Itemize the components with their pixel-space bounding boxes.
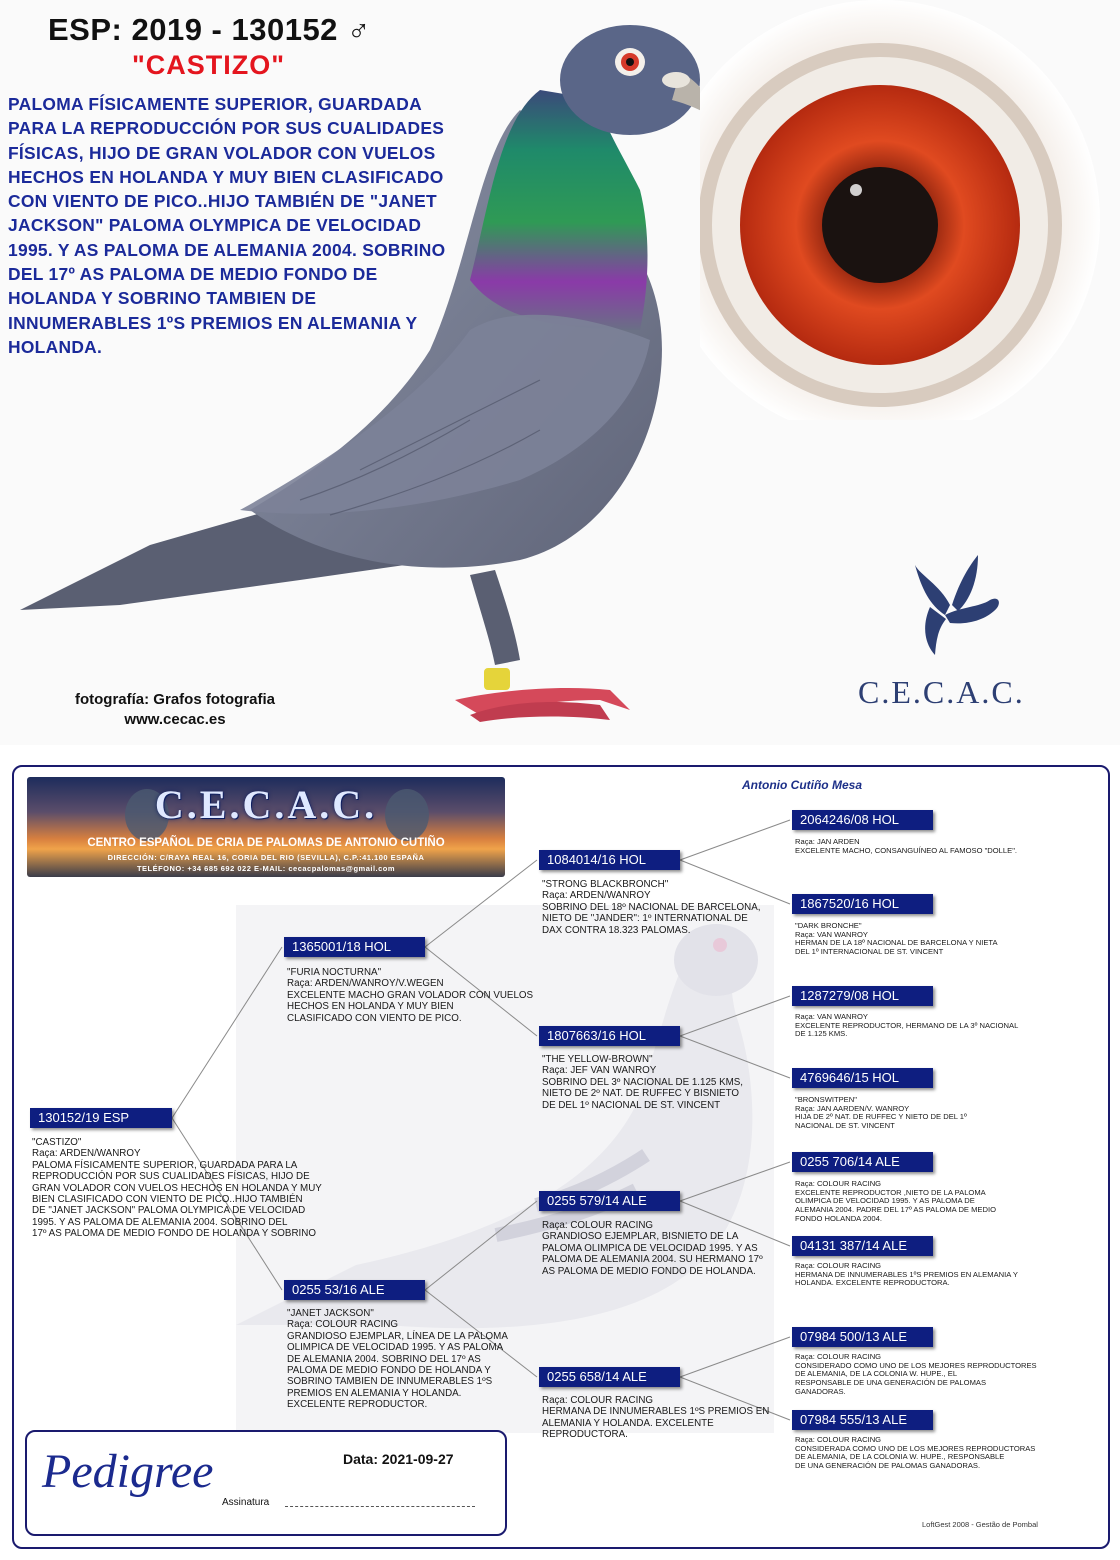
ddd-info xyxy=(795,1436,1095,1471)
sire-sire-name: "STRONG BLACKBRONCH" xyxy=(542,879,669,890)
sire-sire-breed: Raça: ARDEN/WANROY xyxy=(542,890,651,902)
software-credit: LoftGest 2008 - Gestão de Pombal xyxy=(922,1520,1038,1529)
dam-sire-note: PALOMA OLIMPICA DE VELOCIDAD 1995. Y AS xyxy=(542,1242,758,1254)
dam-name: "JANET JACKSON" xyxy=(287,1308,374,1319)
ssd-ring[interactable]: 1867520/16 HOL xyxy=(792,894,933,914)
dam-note: PALOMA DE MEDIO FONDO DE HOLANDA Y xyxy=(287,1365,491,1377)
sss-breed: Raça: JAN ARDEN xyxy=(795,837,860,846)
dss-note: FONDO HOLANDA 2004. xyxy=(795,1213,882,1223)
sds-info xyxy=(795,1013,1095,1039)
dam-sire-note: AS PALOMA DE MEDIO FONDO DE HOLANDA. xyxy=(542,1265,756,1277)
sire-note: CLASIFICADO CON VIENTO DE PICO. xyxy=(287,1012,462,1024)
dam-dam-breed: Raça: COLOUR RACING xyxy=(542,1395,654,1406)
pedigree-date: Data: 2021-09-27 xyxy=(343,1451,454,1467)
dsd-breed: Raça: COLOUR RACING xyxy=(795,1261,882,1270)
dds-ring[interactable]: 07984 500/13 ALE xyxy=(792,1327,933,1347)
sdd-breed: Raça: JAN AARDEN/V. WANROY xyxy=(795,1103,910,1113)
dam-dam-note: REPRODUCTORA. xyxy=(542,1429,628,1441)
subject-note: 1995. Y AS PALOMA DE ALEMANIA 2004. SOBRINO DEL xyxy=(32,1216,288,1228)
dss-note: ALEMANIA 2004. PADRE DEL 17º AS PALOMA DE MEDIO xyxy=(795,1205,996,1215)
banner-contact: TELÉFONO: +34 685 692 022 E-MAIL: cecacpalomas@gmail.com xyxy=(136,864,396,873)
sire-dam-note: DE DEL 1º NACIONAL DE ST. VINCENT xyxy=(542,1099,721,1111)
ddd-note: DE ALEMANIA, DE LA COLONIA W. HUPE., RESPONSABLE xyxy=(795,1452,1005,1462)
dsd-note: HERMANA DE INNUMERABLES 1ºS PREMIOS EN ALEMANIA Y xyxy=(795,1269,1018,1279)
sss-info xyxy=(795,838,1095,855)
sds-ring[interactable]: 1287279/08 HOL xyxy=(792,986,933,1006)
sdd-info xyxy=(795,1096,1095,1131)
banner-address: DIRECCIÓN: C/RAYA REAL 16, CORIA DEL RIO (SEVILLA), C.P.:41.100 ESPAÑA xyxy=(107,853,425,862)
sire-sire-info xyxy=(542,879,772,936)
dam-sire-info xyxy=(542,1220,772,1277)
bird-name: "CASTIZO" xyxy=(132,50,286,80)
bird-description: PALOMA FÍSICAMENTE SUPERIOR, GUARDADA PARA LA REPRODUCCIÓN POR SUS CUALIDADES FÍSICAS, HIJO DE GRAN VOLADOR CON VUELOS HECHOS EN HOLANDA Y MUY BIEN CLASIFICADO CON VIENTO DE PICO..HIJO TAMBIÉN DE "JANET JACKSON" PALOMA OLYMPICA DE VELOCIDAD 1995. Y AS PALOMA DE ALEMANIA 2004. SOBRINO DEL 17º AS PALOMA DE MEDIO FONDO DE HOLANDA Y SOBRINO TAMBIEN DE INNUMERABLES 1ºS PREMIOS EN ALEMANIA Y HOLANDA. xyxy=(8,94,446,357)
signature-label: Assinatura xyxy=(222,1497,270,1508)
banner-subtitle: CENTRO ESPAÑOL DE CRIA DE PALOMAS DE ANTONIO CUTIÑO xyxy=(87,837,445,849)
dam-sire-ring[interactable]: 0255 579/14 ALE xyxy=(539,1191,680,1211)
breeder-name: Antonio Cutiño Mesa xyxy=(742,778,862,792)
dsd-note: HOLANDA. EXCELENTE REPRODUCTORA. xyxy=(795,1278,950,1288)
sire-sire-ring[interactable]: 1084014/16 HOL xyxy=(539,850,680,870)
dam-dam-ring[interactable]: 0255 658/14 ALE xyxy=(539,1367,680,1387)
ssd-breed: Raça: VAN WANROY xyxy=(795,929,868,939)
dam-breed: Raça: COLOUR RACING xyxy=(287,1319,399,1331)
sds-note: DE 1.125 KMS. xyxy=(795,1029,848,1039)
dds-note: CONSIDERADO COMO UNO DE LOS MEJORES REPRODUCTORES xyxy=(795,1360,1037,1370)
subject-note: 17º AS PALOMA DE MEDIO FONDO DE HOLANDA Y SOBRINO xyxy=(32,1228,316,1240)
dam-note: EXCELENTE REPRODUCTOR. xyxy=(287,1399,428,1411)
dds-breed: Raça: COLOUR RACING xyxy=(795,1352,882,1361)
subject-note: REPRODUCCIÓN POR SUS CUALIDADES FÍSICAS, HIJO DE xyxy=(32,1171,310,1183)
sire-sire-note: DAX CONTRA 18.323 PALOMAS. xyxy=(542,924,691,936)
sire-info xyxy=(287,967,537,1024)
ssd-note: DEL 1º INTERNACIONAL DE ST. VINCENT xyxy=(795,947,944,957)
subject-name: "CASTIZO" xyxy=(32,1137,82,1148)
ddd-breed: Raça: COLOUR RACING xyxy=(795,1435,882,1444)
subject-note: BIEN CLASIFICADO CON VIENTO DE PICO..HIJO TAMBIÉN xyxy=(32,1194,303,1206)
pedigree-heading: Pedigree xyxy=(42,1445,214,1498)
signature-line[interactable] xyxy=(285,1506,475,1507)
dss-breed: Raça: COLOUR RACING xyxy=(795,1179,882,1188)
dss-info xyxy=(795,1180,1095,1224)
dam-note: SOBRINO TAMBIEN DE INNUMERABLES 1ºS xyxy=(287,1376,493,1388)
dam-note: GRANDIOSO EJEMPLAR, LÍNEA DE LA PALOMA xyxy=(287,1330,508,1342)
dsd-ring[interactable]: 04131 387/14 ALE xyxy=(792,1236,933,1256)
sire-sire-note: NIETO DE "JANDER": 1º INTERNATIONAL DE xyxy=(542,913,748,925)
dam-sire-breed: Raça: COLOUR RACING xyxy=(542,1220,654,1231)
subject-note: PALOMA FÍSICAMENTE SUPERIOR, GUARDADA PARA LA xyxy=(32,1159,298,1171)
sdd-note: NACIONAL DE ST. VINCENT xyxy=(795,1121,895,1131)
dam-sire-note: PALOMA DE ALEMANIA 2004. SU HERMANO 17º xyxy=(542,1254,763,1266)
sire-dam-ring[interactable]: 1807663/16 HOL xyxy=(539,1026,680,1046)
sire-sire-note: SOBRINO DEL 18º NACIONAL DE BARCELONA, xyxy=(542,901,761,913)
subject-ring[interactable]: 130152/19 ESP xyxy=(30,1108,172,1128)
sdd-note: HIJA DE 2º NAT. DE RUFFEC Y NIETO DE DEL 1º xyxy=(795,1112,967,1122)
sire-dam-name: "THE YELLOW-BROWN" xyxy=(542,1054,653,1065)
subject-breed: Raça: ARDEN/WANROY xyxy=(32,1148,141,1160)
dam-note: PREMIOS EN ALEMANIA Y HOLANDA. xyxy=(287,1387,462,1399)
ring-title: ESP: 2019 - 130152 ♂ xyxy=(48,12,371,47)
sire-dam-info xyxy=(542,1054,772,1111)
dam-dam-note: HERMANA DE INNUMERABLES 1ºS PREMIOS EN xyxy=(542,1406,770,1418)
dam-ring[interactable]: 0255 53/16 ALE xyxy=(284,1280,425,1300)
dam-dam-note: ALEMANIA Y HOLANDA. EXCELENTE xyxy=(542,1417,714,1429)
dds-info xyxy=(795,1353,1095,1397)
dds-note: DE ALEMANIA, DE LA COLONIA W. HUPE., EL xyxy=(795,1369,958,1379)
sire-dam-breed: Raça: JEF VAN WANROY xyxy=(542,1065,657,1077)
dss-ring[interactable]: 0255 706/14 ALE xyxy=(792,1152,933,1172)
sss-note: EXCELENTE MACHO, CONSANGUÍNEO AL FAMOSO "DOLLE". xyxy=(795,845,1018,855)
ssd-info xyxy=(795,922,1095,957)
subject-info xyxy=(32,1137,377,1240)
sire-breed: Raça: ARDEN/WANROY/V.WEGEN xyxy=(287,978,444,990)
sire-ring[interactable]: 1365001/18 HOL xyxy=(284,937,425,957)
banner-title: C.E.C.A.C. xyxy=(154,782,378,827)
sds-breed: Raça: VAN WANROY xyxy=(795,1012,868,1021)
dss-note: EXCELENTE REPRODUCTOR ,NIETO DE LA PALOMA xyxy=(795,1187,986,1197)
dam-info xyxy=(287,1308,517,1411)
dds-note: GANADORAS. xyxy=(795,1386,846,1396)
dam-note: OLIMPICA DE VELOCIDAD 1995. Y AS PALOMA xyxy=(287,1342,504,1354)
dam-dam-info xyxy=(542,1395,777,1441)
sdd-name: "BRONSWITPEN" xyxy=(795,1095,857,1104)
sire-name: "FURIA NOCTURNA" xyxy=(287,967,382,978)
dds-note: RESPONSABLE DE UNA GENERACIÓN DE PALOMAS xyxy=(795,1378,987,1388)
sdd-ring[interactable]: 4769646/15 HOL xyxy=(792,1068,933,1088)
subject-note: GRAN VOLADOR CON VUELOS HECHOS EN HOLANDA Y MUY xyxy=(32,1182,322,1194)
ddd-ring[interactable]: 07984 555/13 ALE xyxy=(792,1410,933,1430)
website-link[interactable]: www.cecac.es xyxy=(124,711,226,728)
sire-dam-note: SOBRINO DEL 3º NACIONAL DE 1.125 KMS, xyxy=(542,1076,744,1088)
dsd-info xyxy=(795,1262,1095,1288)
photo-credit-line: fotografía: Grafos fotografia xyxy=(74,691,275,708)
sire-note: HECHOS EN HOLANDA Y MUY BIEN xyxy=(287,1001,454,1013)
ssd-note: HERMAN DE LA 18º NACIONAL DE BARCELONA Y NIETA xyxy=(795,938,998,948)
ssd-name: "DARK BRONCHE" xyxy=(795,921,862,930)
sire-dam-note: NIETO DE 2º NAT. DE RUFFEC Y BISNIETO xyxy=(542,1088,740,1100)
dam-note: DE ALEMANIA 2004. SOBRINO DEL 17º AS xyxy=(287,1353,481,1365)
subject-note: DE "JANET JACKSON" PALOMA OLYMPICA DE VELOCIDAD xyxy=(32,1205,306,1217)
brand-name: C.E.C.A.C. xyxy=(858,674,1025,710)
sds-note: EXCELENTE REPRODUCTOR, HERMANO DE LA 3º NACIONAL xyxy=(795,1020,1019,1030)
sire-note: EXCELENTE MACHO GRAN VOLADOR CON VUELOS xyxy=(287,989,534,1001)
dss-note: OLIMPICA DE VELOCIDAD 1995. Y AS PALOMA DE xyxy=(795,1196,975,1206)
ddd-note: DE UNA GENERACIÓN DE PALOMAS GANADORAS. xyxy=(795,1461,981,1471)
sss-ring[interactable]: 2064246/08 HOL xyxy=(792,810,933,830)
ddd-note: CONSIDERADA COMO UNO DE LOS MEJORES REPRODUCTORAS xyxy=(795,1443,1036,1453)
dam-sire-note: GRANDIOSO EJEMPLAR, BISNIETO DE LA xyxy=(542,1231,739,1243)
